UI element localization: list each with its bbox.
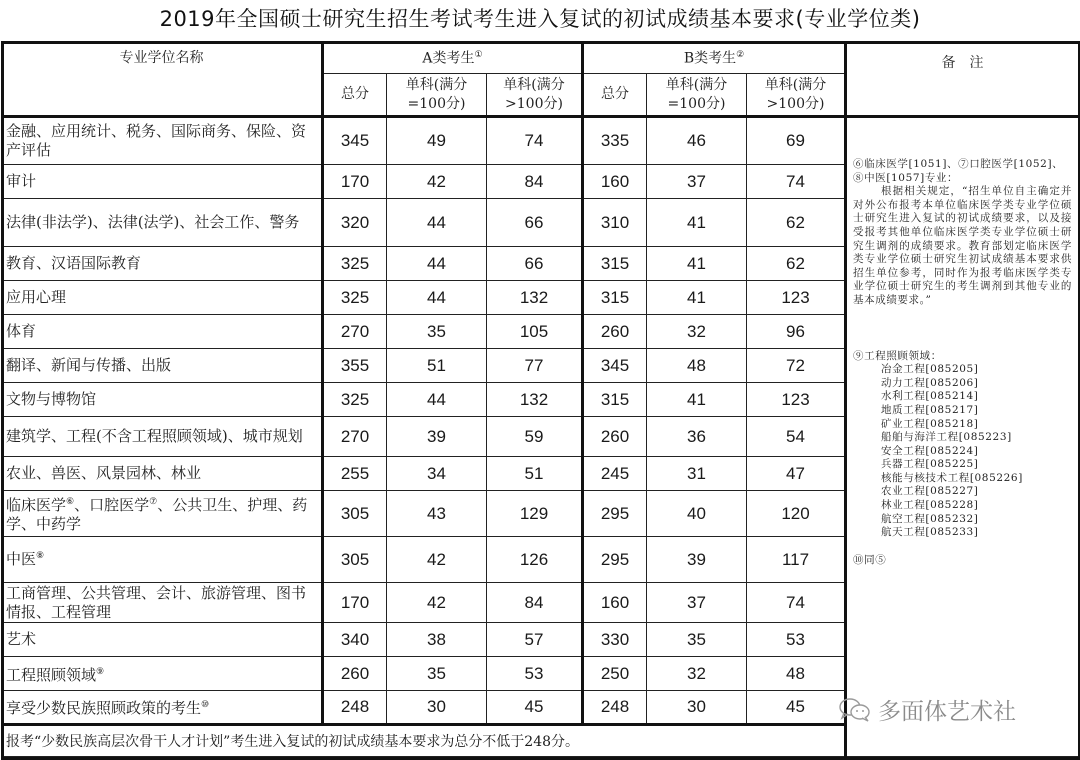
b-single-100: 46 — [647, 117, 747, 165]
a-single-gt100: 74 — [487, 117, 583, 165]
header-line: 单科(满分 — [405, 76, 468, 93]
degree-name: 教育、汉语国际教育 — [2, 247, 323, 281]
a-single-100: 49 — [387, 117, 487, 165]
watermark — [838, 693, 1016, 726]
header-line: >100分) — [766, 95, 825, 112]
header-b-single-gt100 — [747, 74, 846, 117]
a-single-gt100: 57 — [487, 623, 583, 657]
b-total: 295 — [583, 537, 647, 583]
degree-name: 翻译、新闻与传播、出版 — [2, 349, 323, 383]
a-total: 260 — [323, 657, 387, 691]
remark-note-10: ⑩同⑤ — [853, 553, 887, 566]
header-group-a — [323, 42, 583, 74]
b-total: 315 — [583, 383, 647, 417]
degree-name: 农业、兽医、风景园林、林业 — [2, 457, 323, 491]
b-single-100: 48 — [647, 349, 747, 383]
b-total: 245 — [583, 457, 647, 491]
degree-name: 建筑学、工程(不含工程照顾领域)、城市规划 — [2, 417, 323, 457]
a-single-100: 42 — [387, 583, 487, 623]
a-single-gt100: 126 — [487, 537, 583, 583]
degree-name: 工商管理、公共管理、会计、旅游管理、图书情报、工程管理 — [2, 583, 323, 623]
footnote-marker: ⑩ — [201, 700, 210, 710]
footnote-marker: ⑨ — [96, 666, 105, 677]
a-total: 320 — [323, 199, 387, 247]
b-single-gt100: 62 — [747, 199, 846, 247]
a-single-100: 38 — [387, 623, 487, 657]
footnote-marker: ⑥ — [66, 497, 75, 507]
a-total: 170 — [323, 583, 387, 623]
list-item: 冶金工程[085205] — [881, 363, 979, 376]
b-single-gt100: 54 — [747, 417, 846, 457]
a-total: 355 — [323, 349, 387, 383]
header-degree-name: 专业学位名称 — [2, 42, 323, 117]
group-a-label: A类考生 — [422, 50, 475, 67]
group-b-label: B类考生 — [683, 50, 737, 67]
header-line: =100分) — [407, 95, 466, 112]
b-total: 315 — [583, 281, 647, 315]
degree-name-text: 享受少数民族照顾政策的考生 — [6, 699, 202, 717]
header-line: =100分) — [667, 95, 726, 112]
a-total: 270 — [323, 417, 387, 457]
b-single-gt100: 120 — [747, 491, 846, 537]
score-requirements-table — [1, 41, 1079, 757]
degree-name: 金融、应用统计、税务、国际商务、保险、资产评估 — [2, 117, 323, 165]
a-total: 270 — [323, 315, 387, 349]
a-single-100: 44 — [387, 247, 487, 281]
header-a-single-gt100 — [487, 74, 583, 117]
list-item: 船舶与海洋工程[085223] — [881, 431, 1012, 444]
list-item: 核能与核技术工程[085226] — [881, 471, 1023, 484]
a-single-gt100: 53 — [487, 657, 583, 691]
degree-name — [2, 537, 323, 583]
a-total: 325 — [323, 247, 387, 281]
header-group-b — [583, 42, 846, 74]
degree-name — [2, 657, 323, 691]
a-total: 248 — [323, 691, 387, 725]
header-remarks: 备 注 — [846, 42, 1079, 117]
degree-name — [2, 691, 323, 725]
b-single-gt100: 62 — [747, 247, 846, 281]
b-total: 248 — [583, 691, 647, 725]
a-single-100: 39 — [387, 417, 487, 457]
b-single-100: 41 — [647, 383, 747, 417]
footer-note: 报考“少数民族高层次骨干人才计划”考生进入复试的初试成绩基本要求为总分不低于248分。 — [2, 725, 846, 757]
a-single-100: 35 — [387, 657, 487, 691]
list-item: 兵器工程[085225] — [881, 458, 979, 471]
group-b-footnote: ② — [736, 50, 745, 61]
b-single-gt100: 123 — [747, 383, 846, 417]
b-total: 345 — [583, 349, 647, 383]
list-item: 航空工程[085232] — [881, 512, 979, 525]
b-single-100: 41 — [647, 199, 747, 247]
degree-name-text: 中医 — [6, 550, 37, 568]
b-single-gt100: 48 — [747, 657, 846, 691]
degree-name: 法律(非法学)、法律(法学)、社会工作、警务 — [2, 199, 323, 247]
b-single-100: 30 — [647, 691, 747, 725]
degree-name-part: 临床医学 — [6, 496, 67, 514]
degree-name — [2, 491, 323, 537]
b-single-100: 37 — [647, 583, 747, 623]
remark-medical-heading: ⑥临床医学[1051]、⑦口腔医学[1052]、 — [853, 158, 1064, 170]
degree-name-text: 工程照顾领域 — [6, 665, 97, 684]
header-line: 单科(满分 — [503, 76, 565, 93]
a-single-gt100: 129 — [487, 491, 583, 537]
a-single-gt100: 59 — [487, 417, 583, 457]
a-total: 340 — [323, 623, 387, 657]
list-item: 矿业工程[085218] — [881, 417, 979, 430]
b-total: 335 — [583, 117, 647, 165]
degree-name: 文物与博物馆 — [2, 383, 323, 417]
engineering-field-list — [853, 363, 1072, 540]
a-single-100: 42 — [387, 537, 487, 583]
b-total: 160 — [583, 583, 647, 623]
b-single-100: 41 — [647, 281, 747, 315]
b-single-gt100: 74 — [747, 165, 846, 199]
header-line: 单科(满分 — [764, 76, 827, 93]
list-item: 航天工程[085233] — [881, 526, 979, 539]
list-item: 林业工程[085228] — [881, 499, 979, 512]
a-total: 305 — [323, 537, 387, 583]
degree-name-part: 、口腔医学 — [74, 496, 150, 514]
a-total: 305 — [323, 491, 387, 537]
a-single-100: 51 — [387, 349, 487, 383]
b-single-100: 32 — [647, 657, 747, 691]
b-single-gt100: 72 — [747, 349, 846, 383]
a-single-100: 44 — [387, 199, 487, 247]
a-single-gt100: 84 — [487, 165, 583, 199]
b-single-100: 32 — [647, 315, 747, 349]
a-single-100: 44 — [387, 383, 487, 417]
b-total: 315 — [583, 247, 647, 281]
b-single-100: 36 — [647, 417, 747, 457]
b-total: 260 — [583, 315, 647, 349]
b-total: 160 — [583, 165, 647, 199]
degree-name: 审计 — [2, 165, 323, 199]
wechat-icon — [838, 696, 872, 724]
b-single-100: 31 — [647, 457, 747, 491]
page-title: 2019年全国硕士研究生招生考试考生进入复试的初试成绩基本要求(专业学位类) — [159, 7, 921, 31]
a-total: 345 — [323, 117, 387, 165]
a-single-gt100: 105 — [487, 315, 583, 349]
a-total: 170 — [323, 165, 387, 199]
header-line: >100分) — [505, 95, 563, 112]
a-total: 325 — [323, 281, 387, 315]
a-single-100: 44 — [387, 281, 487, 315]
b-single-gt100: 53 — [747, 623, 846, 657]
footnote-marker: ⑧ — [36, 551, 45, 561]
a-single-gt100: 84 — [487, 583, 583, 623]
b-single-gt100: 117 — [747, 537, 846, 583]
b-total: 295 — [583, 491, 647, 537]
header-a-single-100 — [387, 74, 487, 117]
footnote-marker: ⑦ — [149, 497, 158, 507]
b-single-100: 39 — [647, 537, 747, 583]
remark-engineering-heading: ⑨工程照顾领域： — [853, 349, 942, 362]
header-b-total: 总分 — [583, 74, 647, 117]
b-total: 250 — [583, 657, 647, 691]
a-single-gt100: 132 — [487, 383, 583, 417]
header-a-total: 总分 — [323, 74, 387, 117]
list-item: 动力工程[085206] — [881, 376, 979, 389]
a-single-100: 34 — [387, 457, 487, 491]
b-single-gt100: 69 — [747, 117, 846, 165]
a-single-gt100: 132 — [487, 281, 583, 315]
b-single-gt100: 123 — [747, 281, 846, 315]
a-single-100: 43 — [387, 491, 487, 537]
b-total: 260 — [583, 417, 647, 457]
list-item: 地质工程[085217] — [881, 403, 979, 416]
header-line: 单科(满分 — [665, 76, 728, 93]
table-row — [2, 117, 1079, 165]
b-single-100: 35 — [647, 623, 747, 657]
remark-medical-text: 根据相关规定，“招生单位自主确定并对外公布报考本单位临床医学类专业学位硕士研究生进入复试的初试成绩要求，以及接受报考其他单位临床医学类专业学位硕士研究生调剂的成绩要求。教育部划定临床医学类专业学位硕士研究生初试成绩基本要求供招生单位参考，同时作为报考临床医学类专业学位硕士研究生的考生调剂到其他专业的基本成绩要求。” — [853, 185, 1073, 306]
b-single-100: 41 — [647, 247, 747, 281]
b-single-gt100: 47 — [747, 457, 846, 491]
b-total: 310 — [583, 199, 647, 247]
degree-name: 艺术 — [2, 623, 323, 657]
remarks-cell — [846, 117, 1079, 757]
b-single-gt100: 96 — [747, 315, 846, 349]
a-single-100: 30 — [387, 691, 487, 725]
a-total: 255 — [323, 457, 387, 491]
b-single-gt100: 74 — [747, 583, 846, 623]
a-single-gt100: 66 — [487, 199, 583, 247]
a-single-100: 42 — [387, 165, 487, 199]
a-total: 325 — [323, 383, 387, 417]
degree-name-part: 、公共卫生、护理、药学、中药学 — [6, 496, 308, 533]
remark-medical-heading: ⑧中医[1057]专业： — [853, 171, 959, 184]
list-item: 农业工程[085227] — [881, 485, 979, 498]
a-single-gt100: 77 — [487, 349, 583, 383]
a-single-100: 35 — [387, 315, 487, 349]
b-single-gt100: 45 — [747, 691, 846, 725]
group-a-footnote: ① — [474, 50, 483, 61]
list-item: 水利工程[085214] — [881, 390, 979, 403]
a-single-gt100: 45 — [487, 691, 583, 725]
b-single-100: 37 — [647, 165, 747, 199]
header-b-single-100 — [647, 74, 747, 117]
b-total: 330 — [583, 623, 647, 657]
degree-name: 体育 — [2, 315, 323, 349]
a-single-gt100: 51 — [487, 457, 583, 491]
a-single-gt100: 66 — [487, 247, 583, 281]
list-item: 安全工程[085224] — [881, 444, 979, 457]
watermark-text: 多面体艺术社 — [878, 699, 1016, 725]
degree-name: 应用心理 — [2, 281, 323, 315]
b-single-100: 40 — [647, 491, 747, 537]
